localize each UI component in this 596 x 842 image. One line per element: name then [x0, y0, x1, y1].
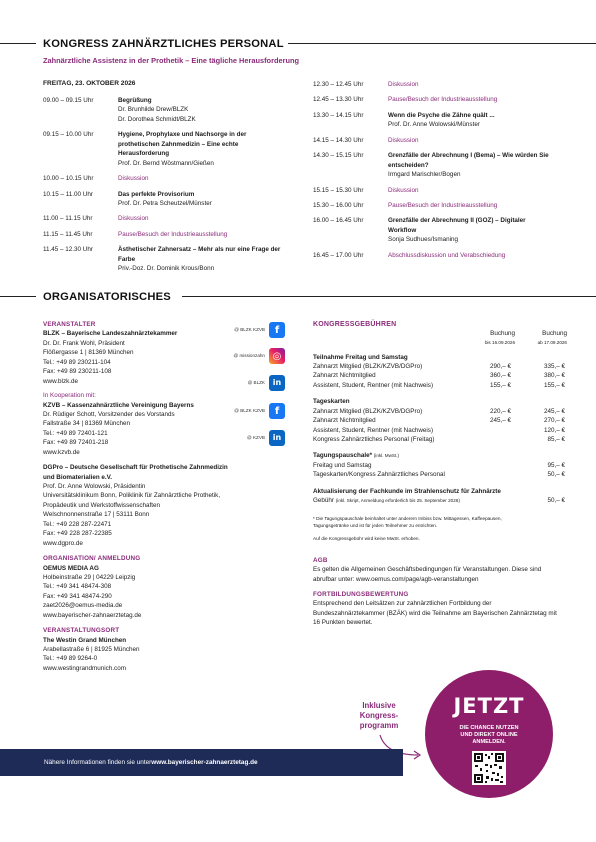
- schedule-content: [388, 216, 553, 244]
- fees-group1: [313, 362, 565, 390]
- session-speaker: Dr. Dorothea Schmidt/BLZK: [118, 115, 196, 123]
- org-rule-right: [182, 296, 596, 297]
- fees-column-heads: [313, 329, 567, 353]
- dgpro-name: DGPro – Deutsche Gesellschaft für Prothetische Zahnmedizin und Biomaterialien e.V.: [43, 464, 228, 481]
- address-line: Fallstraße 34 | 81369 München: [43, 420, 131, 428]
- session-break: Diskussion: [388, 136, 419, 144]
- schedule-row: [43, 190, 283, 209]
- fee-row: [313, 381, 565, 390]
- address-line: Tel.: +49 341 48474-308: [43, 583, 112, 591]
- venue-heading: VERANSTALTUNGSORT: [43, 627, 120, 635]
- schedule-content: [118, 96, 283, 124]
- session-title: Grenzfälle der Abrechnung I (Bema) – Wie würden Sie entscheiden?: [388, 152, 549, 169]
- fee-price-late: 155,– €: [543, 381, 565, 389]
- schedule-time: 10.15 – 11.00 Uhr: [43, 190, 93, 198]
- fee-label: Freitag und Samstag: [313, 461, 372, 469]
- schedule-time: 15.30 – 16.00 Uhr: [313, 201, 364, 209]
- fees-group4-label: Gebühr: [313, 497, 335, 505]
- schedule-content: [388, 251, 553, 260]
- schedule-time: 11.45 – 12.30 Uhr: [43, 246, 93, 254]
- fees-footnote: * Die Tagungspauschale beinhaltet unter anderem Imbiss bzw. Mittagessen, Kaffeepausen, Tagungsgetränke und ist für jeden Teilnehmer zu entrichten.: [313, 515, 502, 529]
- fee-label: Assistent, Student, Rentner (mit Nachweis): [313, 381, 434, 389]
- fee-row: [313, 470, 565, 479]
- address-line: Universitätsklinikum Bonn, Poliklinik für Zahnärztliche Prothetik,: [43, 492, 221, 500]
- instagram-icon[interactable]: ◎: [269, 348, 285, 364]
- session-break: Pause/Besuch der Industrieausstellung: [388, 201, 498, 209]
- page-title: KONGRESS ZAHNÄRZTLICHES PERSONAL: [43, 38, 284, 50]
- session-title: Ästhetischer Zahnersatz – Mehr als nur eine Frage der Farbe: [118, 246, 281, 263]
- callout-line2: Kongress-: [359, 711, 399, 721]
- fees-group2: [313, 407, 565, 445]
- session-speaker: Prof. Dr. Anne Wolowski/Münster: [388, 121, 480, 129]
- session-break: Diskussion: [118, 175, 149, 183]
- fees-group3-title: Tagungspauschale*: [313, 452, 373, 460]
- schedule-content: [118, 190, 283, 209]
- fee-row: [313, 416, 565, 425]
- social-item[interactable]: [234, 322, 285, 338]
- badge-line1: DIE CHANCE NUTZEN: [459, 724, 519, 731]
- social-handle: @ BLZK KZVB: [234, 326, 265, 332]
- address-line: Dr. Rüdiger Schott, Vorsitzender des Vorstands: [43, 410, 175, 418]
- schedule-row: [43, 230, 283, 239]
- contact-link[interactable]: www.westingrandmunich.com: [43, 664, 126, 672]
- schedule-time: 11.15 – 11.45 Uhr: [43, 230, 93, 238]
- fees-group3-note: (inkl. MwSt.): [373, 453, 400, 459]
- linkedin-icon[interactable]: in: [269, 430, 285, 446]
- org-left-column: [43, 320, 268, 673]
- social-handle: @ KZVB: [247, 434, 265, 440]
- schedule-time: 09.00 – 09.15 Uhr: [43, 97, 94, 104]
- fee-price-late: 270,– €: [543, 417, 565, 425]
- kzvb-name: KZVB – Kassenzahnärztliche Vereinigung Bayerns: [43, 401, 194, 409]
- badge-line2: UND DIREKT ONLINE: [460, 731, 518, 738]
- fee-price-early: 245,– €: [489, 417, 511, 425]
- session-speaker: Irmgard Marischler/Bogen: [388, 171, 461, 179]
- fees-group2-title: Tageskarten: [313, 398, 350, 406]
- social-item[interactable]: [248, 375, 285, 391]
- fee-row: [313, 435, 565, 444]
- fees-vat-note: Auf die Kongressgebühr wird keine MwSt. erhoben.: [313, 535, 420, 541]
- session-speaker: Dr. Brunhilde Drew/BLZK: [118, 106, 189, 114]
- qr-code-icon[interactable]: [472, 751, 506, 785]
- address-line: Fax: +49 89 72401-218: [43, 439, 109, 447]
- contact-link[interactable]: www.dgpro.de: [43, 539, 83, 547]
- session-break: Pause/Besuch der Industrieausstellung: [118, 230, 228, 238]
- session-break: Diskussion: [388, 186, 419, 194]
- schedule-time: 16.45 – 17.00 Uhr: [313, 251, 364, 259]
- address-line: Tel.: +49 89 72401-121: [43, 429, 108, 437]
- fee-label: Kongress Zahnärztliches Personal (Freitag): [313, 436, 435, 443]
- address-line: Fax: +49 228 287-22385: [43, 530, 112, 538]
- header-rule-left: [0, 43, 36, 44]
- schedule-content: [118, 245, 283, 273]
- fees-group3: [313, 461, 565, 480]
- fee-row: [313, 461, 565, 470]
- social-handle: @ BLZK: [247, 379, 265, 385]
- address-line: Arabellastraße 6 | 81925 München: [43, 646, 140, 653]
- oemus-name: OEMUS MEDIA AG: [43, 564, 99, 572]
- session-title: Grenzfälle der Abrechnung II (GOZ) – Digitaler Workflow: [388, 217, 526, 234]
- fees-section: [313, 320, 567, 628]
- org-title: ORGANISATORISCHES: [43, 291, 171, 303]
- schedule-row: [313, 186, 553, 195]
- schedule-time: 12.30 – 12.45 Uhr: [313, 81, 364, 88]
- schedule-content: [388, 136, 553, 145]
- session-title: Hygiene, Prophylaxe und Nachsorge in der prothetischen Zahnmedizin – Eine echte Herausforderung: [118, 131, 247, 158]
- schedule-time: 14.15 – 14.30 Uhr: [313, 136, 364, 144]
- fee-row: [313, 426, 565, 435]
- oemus-address: [43, 573, 268, 620]
- session-break: Diskussion: [388, 81, 419, 88]
- schedule-content: [388, 95, 553, 104]
- address-line: Holbeinstraße 29 | 04229 Leipzig: [43, 573, 136, 581]
- fees-col2-label: Buchung: [542, 329, 567, 337]
- badge-line3: ANMELDEN.: [472, 739, 506, 746]
- social-handle: @ BLZK KZVB: [234, 407, 265, 413]
- schedule-content: [388, 186, 553, 195]
- address-line: Tel.: +49 228 287-22471: [43, 520, 112, 528]
- fee-price-early: 220,– €: [489, 407, 511, 415]
- schedule-time: 12.45 – 13.30 Uhr: [313, 96, 364, 104]
- organisation-heading: ORGANISATION/ ANMELDUNG: [43, 555, 141, 563]
- fee-label: Tageskarten/Kongress Zahnärztliches Personal: [313, 471, 445, 479]
- schedule-row: [313, 216, 553, 244]
- cooperation-label: In Kooperation mit:: [43, 392, 96, 400]
- session-speaker: Priv.-Doz. Dr. Dominik Krous/Bonn: [118, 265, 215, 273]
- schedule-content: [388, 80, 553, 89]
- schedule-row: [43, 214, 283, 223]
- qr-code-graphic: [472, 751, 506, 785]
- address-line: Propädeutik und Werkstoffwissenschaften: [43, 501, 161, 509]
- schedule-row: [43, 174, 283, 183]
- session-speaker: Sonja Sudhues/Ismaning: [388, 236, 459, 244]
- venue-name: The Westin Grand München: [43, 636, 127, 644]
- fees-group4-row: [313, 496, 565, 505]
- schedule-row: [313, 251, 553, 260]
- org-rule-left: [0, 296, 36, 297]
- session-title: Wenn die Psyche die Zähne quält ...: [388, 111, 495, 119]
- schedule-time: 15.15 – 15.30 Uhr: [313, 186, 364, 194]
- fortbildung-text: Entsprechend den Leitsätzen zur zahnärztlichen Fortbildung der Bundeszahnärztekammer (BZÄK) wird die Teilnahme am Bayerischen Zahnärztetag mit 16 Punkten bewertet.: [313, 600, 557, 627]
- facebook-icon[interactable]: f: [269, 322, 285, 338]
- address-line: Fax: +49 341 48474-290: [43, 592, 112, 600]
- schedule-time: 09.15 – 10.00 Uhr: [43, 131, 94, 139]
- schedule-content: [118, 214, 283, 223]
- contact-link[interactable]: www.bayerischer-zahnaerztetag.de: [43, 611, 142, 619]
- fee-price-late: 335,– €: [543, 362, 565, 370]
- schedule-time: 14.30 – 15.15 Uhr: [313, 152, 364, 160]
- fee-label: Assistent, Student, Rentner (mit Nachweis): [313, 426, 434, 434]
- session-title: Begrüßung: [118, 97, 152, 104]
- address-line: Tel.: +49 89 9264-0: [43, 655, 98, 663]
- fee-price-late: 85,– €: [547, 436, 565, 443]
- schedule-row: [43, 130, 283, 168]
- fee-price-early: 155,– €: [489, 381, 511, 389]
- badge-tagline: [425, 725, 553, 747]
- address-line: Prof. Dr. Anne Wolowski, Präsidentin: [43, 483, 146, 490]
- address-line: Welschnonnenstraße 17 | 53111 Bonn: [43, 511, 150, 519]
- schedule-row: [43, 96, 283, 124]
- fees-col1-date: bis 16.09.2026: [484, 339, 515, 345]
- schedule-row: [313, 136, 553, 145]
- session-break: Abschlussdiskussion und Verabschiedung: [388, 251, 506, 259]
- address-line: Fax: +49 89 230211-108: [43, 368, 112, 376]
- social-item[interactable]: [234, 403, 285, 419]
- page-subtitle: Zahnärztliche Assistenz in der Prothetik – Eine tägliche Herausforderung: [43, 56, 299, 65]
- address-line: Tel.: +49 89 230211-104: [43, 358, 111, 366]
- contact-link[interactable]: zaet2026@oemus-media.de: [43, 602, 123, 610]
- agb-text: Es gelten die Allgemeinen Geschäftsbedingungen für Veranstaltungen. Diese sind abrufbar unter: www.oemus.com/page/agb-veranstaltungen: [313, 566, 542, 583]
- fee-label: Zahnarzt Mitglied (BLZK/KZVB/DGPro): [313, 407, 423, 415]
- register-badge[interactable]: [425, 670, 553, 798]
- fees-heading: KONGRESSGEBÜHREN: [313, 321, 397, 328]
- facebook-icon[interactable]: f: [269, 403, 285, 419]
- schedule-content: [388, 151, 553, 179]
- session-speaker: Prof. Dr. Petra Scheutzel/Münster: [118, 199, 212, 207]
- schedule-right: [313, 80, 553, 266]
- schedule-left: [43, 96, 283, 280]
- fees-group3-title-row: [313, 451, 553, 460]
- fees-col2-date: ab 17.09.2026: [537, 339, 567, 345]
- contact-link[interactable]: www.blzk.de: [43, 377, 78, 385]
- fee-price-late: 50,– €: [547, 471, 565, 479]
- social-handle: @ missionzahn: [233, 352, 265, 358]
- address-line: Flößergasse 1 | 81369 München: [43, 349, 134, 357]
- callout-line1: Inklusive: [362, 701, 396, 710]
- fee-price-early: 360,– €: [489, 372, 511, 380]
- fee-row: [313, 407, 565, 416]
- social-item[interactable]: [234, 348, 285, 364]
- fees-group4-note: (inkl. Skript, Anmeldung erforderlich bis 25. September 2026): [335, 498, 460, 504]
- schedule-time: 16.00 – 16.45 Uhr: [313, 217, 364, 225]
- schedule-row: [313, 201, 553, 210]
- blzk-name: BLZK – Bayerische Landeszahnärztekammer: [43, 330, 178, 338]
- fortbildung-heading: FORTBILDUNGSBEWERTUNG: [313, 591, 409, 599]
- fees-col1-label: Buchung: [490, 329, 515, 337]
- session-title: Das perfekte Provisorium: [118, 190, 195, 198]
- schedule-content: [388, 111, 553, 130]
- program-callout: [349, 701, 409, 731]
- fee-label: Zahnarzt Mitglied (BLZK/KZVB/DGPro): [313, 362, 423, 370]
- footer-link[interactable]: www.bayerischer-zahnaerztetag.de: [151, 758, 258, 766]
- fee-price-late: 120,– €: [543, 426, 565, 434]
- badge-headline: JETZT: [453, 694, 525, 718]
- schedule-time: 11.00 – 11.15 Uhr: [43, 215, 93, 223]
- schedule-row: [43, 245, 283, 273]
- session-speaker: Prof. Dr. Bernd Wöstmann/Gießen: [118, 159, 214, 167]
- fees-col1-head: [455, 329, 515, 348]
- social-item[interactable]: [247, 430, 285, 446]
- fees-col2-head: [509, 329, 567, 348]
- footer-text: Nähere Informationen finden sie unter: [44, 758, 152, 766]
- dgpro-address: [43, 482, 268, 548]
- schedule-time: 13.30 – 14.15 Uhr: [313, 111, 364, 119]
- footer-bar: [0, 749, 403, 776]
- callout-line3: programm: [359, 721, 399, 731]
- schedule-row: [313, 151, 553, 179]
- venue-address: [43, 645, 268, 673]
- schedule-row: [313, 95, 553, 104]
- fees-group1-title: Teilnahme Freitag und Samstag: [313, 353, 408, 361]
- fee-price-late: 245,– €: [543, 407, 565, 415]
- session-break: Pause/Besuch der Industrieausstellung: [388, 96, 498, 104]
- schedule-content: [388, 201, 553, 210]
- schedule-content: [118, 230, 283, 239]
- schedule-content: [118, 174, 283, 183]
- schedule-content: [118, 130, 283, 168]
- fee-row: [313, 371, 565, 380]
- fee-row: [313, 362, 565, 371]
- fees-group4-price: 50,– €: [547, 497, 565, 505]
- session-break: Diskussion: [118, 215, 149, 223]
- schedule-row: [313, 111, 553, 130]
- fee-price-early: 290,– €: [489, 362, 511, 370]
- fee-label: Zahnarzt Nichtmitglied: [313, 372, 376, 380]
- fee-price-late: 95,– €: [547, 461, 565, 469]
- fee-price-late: 380,– €: [543, 372, 565, 380]
- veranstalter-heading: VERANSTALTER: [43, 321, 96, 328]
- contact-link[interactable]: www.kzvb.de: [43, 448, 80, 456]
- event-date: FREITAG, 23. OKTOBER 2026: [43, 80, 136, 87]
- linkedin-icon[interactable]: in: [269, 375, 285, 391]
- fees-group4-title: Aktualisierung der Fachkunde im Strahlenschutz für Zahnärzte: [313, 487, 501, 495]
- header-rule-right: [288, 43, 596, 44]
- fee-label: Zahnarzt Nichtmitglied: [313, 417, 376, 425]
- schedule-time: 10.00 – 10.15 Uhr: [43, 175, 94, 183]
- address-line: Dr. Dr. Frank Wohl, Präsident: [43, 339, 125, 347]
- schedule-row: [313, 80, 553, 89]
- agb-heading: AGB: [313, 556, 328, 564]
